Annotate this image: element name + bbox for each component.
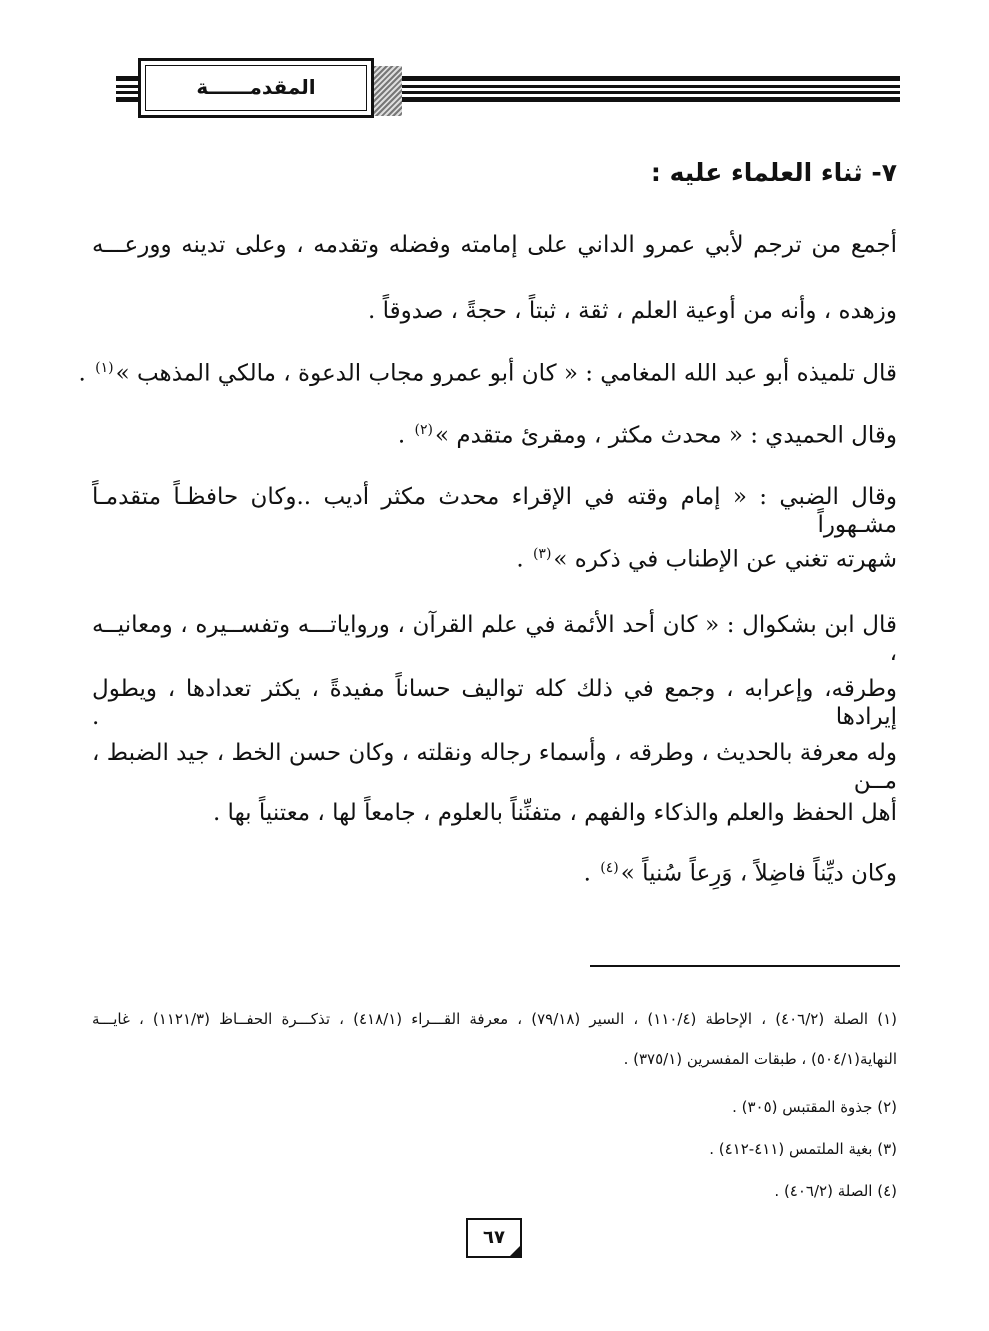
footnote-1-continued: النهاية(٥٠٤/١) ، طبقات المفسرين (٣٧٥/١) . bbox=[623, 1050, 897, 1068]
chapter-title: المقدمــــــة bbox=[196, 75, 316, 99]
page-corner-fold bbox=[508, 1244, 522, 1258]
footnote-3: (٣) بغية الملتمس (٤١١-٤١٢) . bbox=[709, 1140, 897, 1158]
body-line-8: وطرقه، وإعرابه ، وجمع في ذلك كله تواليف حساناً مفيدةً ، يكثر تعدادها ، ويطول إيرادها . bbox=[92, 676, 897, 730]
page-number: ٦٧ bbox=[483, 1227, 505, 1248]
page-number-frame bbox=[466, 1218, 522, 1258]
body-line-10: أهل الحفظ والعلم والذكاء والفهم ، متفنِّناً بالعلوم ، جامعاً لها ، معتنياً بها . bbox=[212, 800, 897, 826]
footnote-ref-1: (١) bbox=[95, 360, 114, 376]
body-line-4: وقال الحميدي : « محدث مكثر ، ومقرئ متقدم »$^{(٢)}$ . bbox=[397, 422, 897, 449]
footnote-ref-2: (٢) bbox=[414, 422, 433, 438]
body-line-1: أجمع من ترجم لأبي عمرو الداني على إمامته وفضله وتقدمه ، وعلى تدينه وورعـــه bbox=[92, 232, 897, 258]
body-line-2: وزهده ، وأنه من أوعية العلم ، ثقة ، ثبتاً ، حجةً ، صدوقاً . bbox=[368, 298, 897, 324]
footnote-ref-4: (٤) bbox=[600, 860, 619, 876]
section-heading: ٧- ثناء العلماء عليه : bbox=[650, 158, 897, 187]
body-line-3: قال تلميذه أبو عبد الله المغامي : « كان أبو عمرو مجاب الدعوة ، مالكي المذهب »$^{(١)}$ . bbox=[78, 360, 897, 387]
footnote-1: (١) الصلة (٤٠٦/٢) ، الإحاطة (١١٠/٤) ، السير (٧٩/١٨) ، معرفة القـــراء (٤١٨/١) ، تذكـــرة الحفــاظ (١١٢١/٣) ، غايـــة bbox=[92, 1010, 897, 1028]
footnote-ref-3: (٣) bbox=[532, 546, 552, 562]
header-box-shadow bbox=[374, 66, 402, 116]
body-line-9: وله معرفة بالحديث ، وطرقه ، وأسماء رجاله ونقلته ، وكان حسن الخط ، جيد الضبط ، مــن bbox=[92, 740, 897, 794]
footnote-4: (٤) الصلة (٤٠٦/٢) . bbox=[774, 1182, 897, 1200]
chapter-header bbox=[116, 58, 900, 120]
body-line-5: وقال الضبي : « إمام وقته في الإقراء محدث مكثر أديب ..وكان حافظـاً متقدمـاً مشـهوراً bbox=[92, 484, 897, 538]
body-line-7: قال ابن بشكوال : « كان أحد الأئمة في علم القرآن ، ورواياتـــه وتفســيره ، ومعانيــه ، bbox=[92, 612, 897, 666]
body-line-6: شهرته تغني عن الإطناب في ذكره »$^{(٣)}$ . bbox=[516, 546, 897, 573]
body-line-11: وكان ديِّناً فاضِلاً ، وَرِعاً سُنياً »$^{(٤)}$ . bbox=[583, 860, 897, 887]
footnote-separator bbox=[590, 965, 900, 967]
header-title-box bbox=[138, 58, 374, 118]
footnote-2: (٢) جذوة المقتبس (٣٠٥) . bbox=[732, 1098, 897, 1116]
